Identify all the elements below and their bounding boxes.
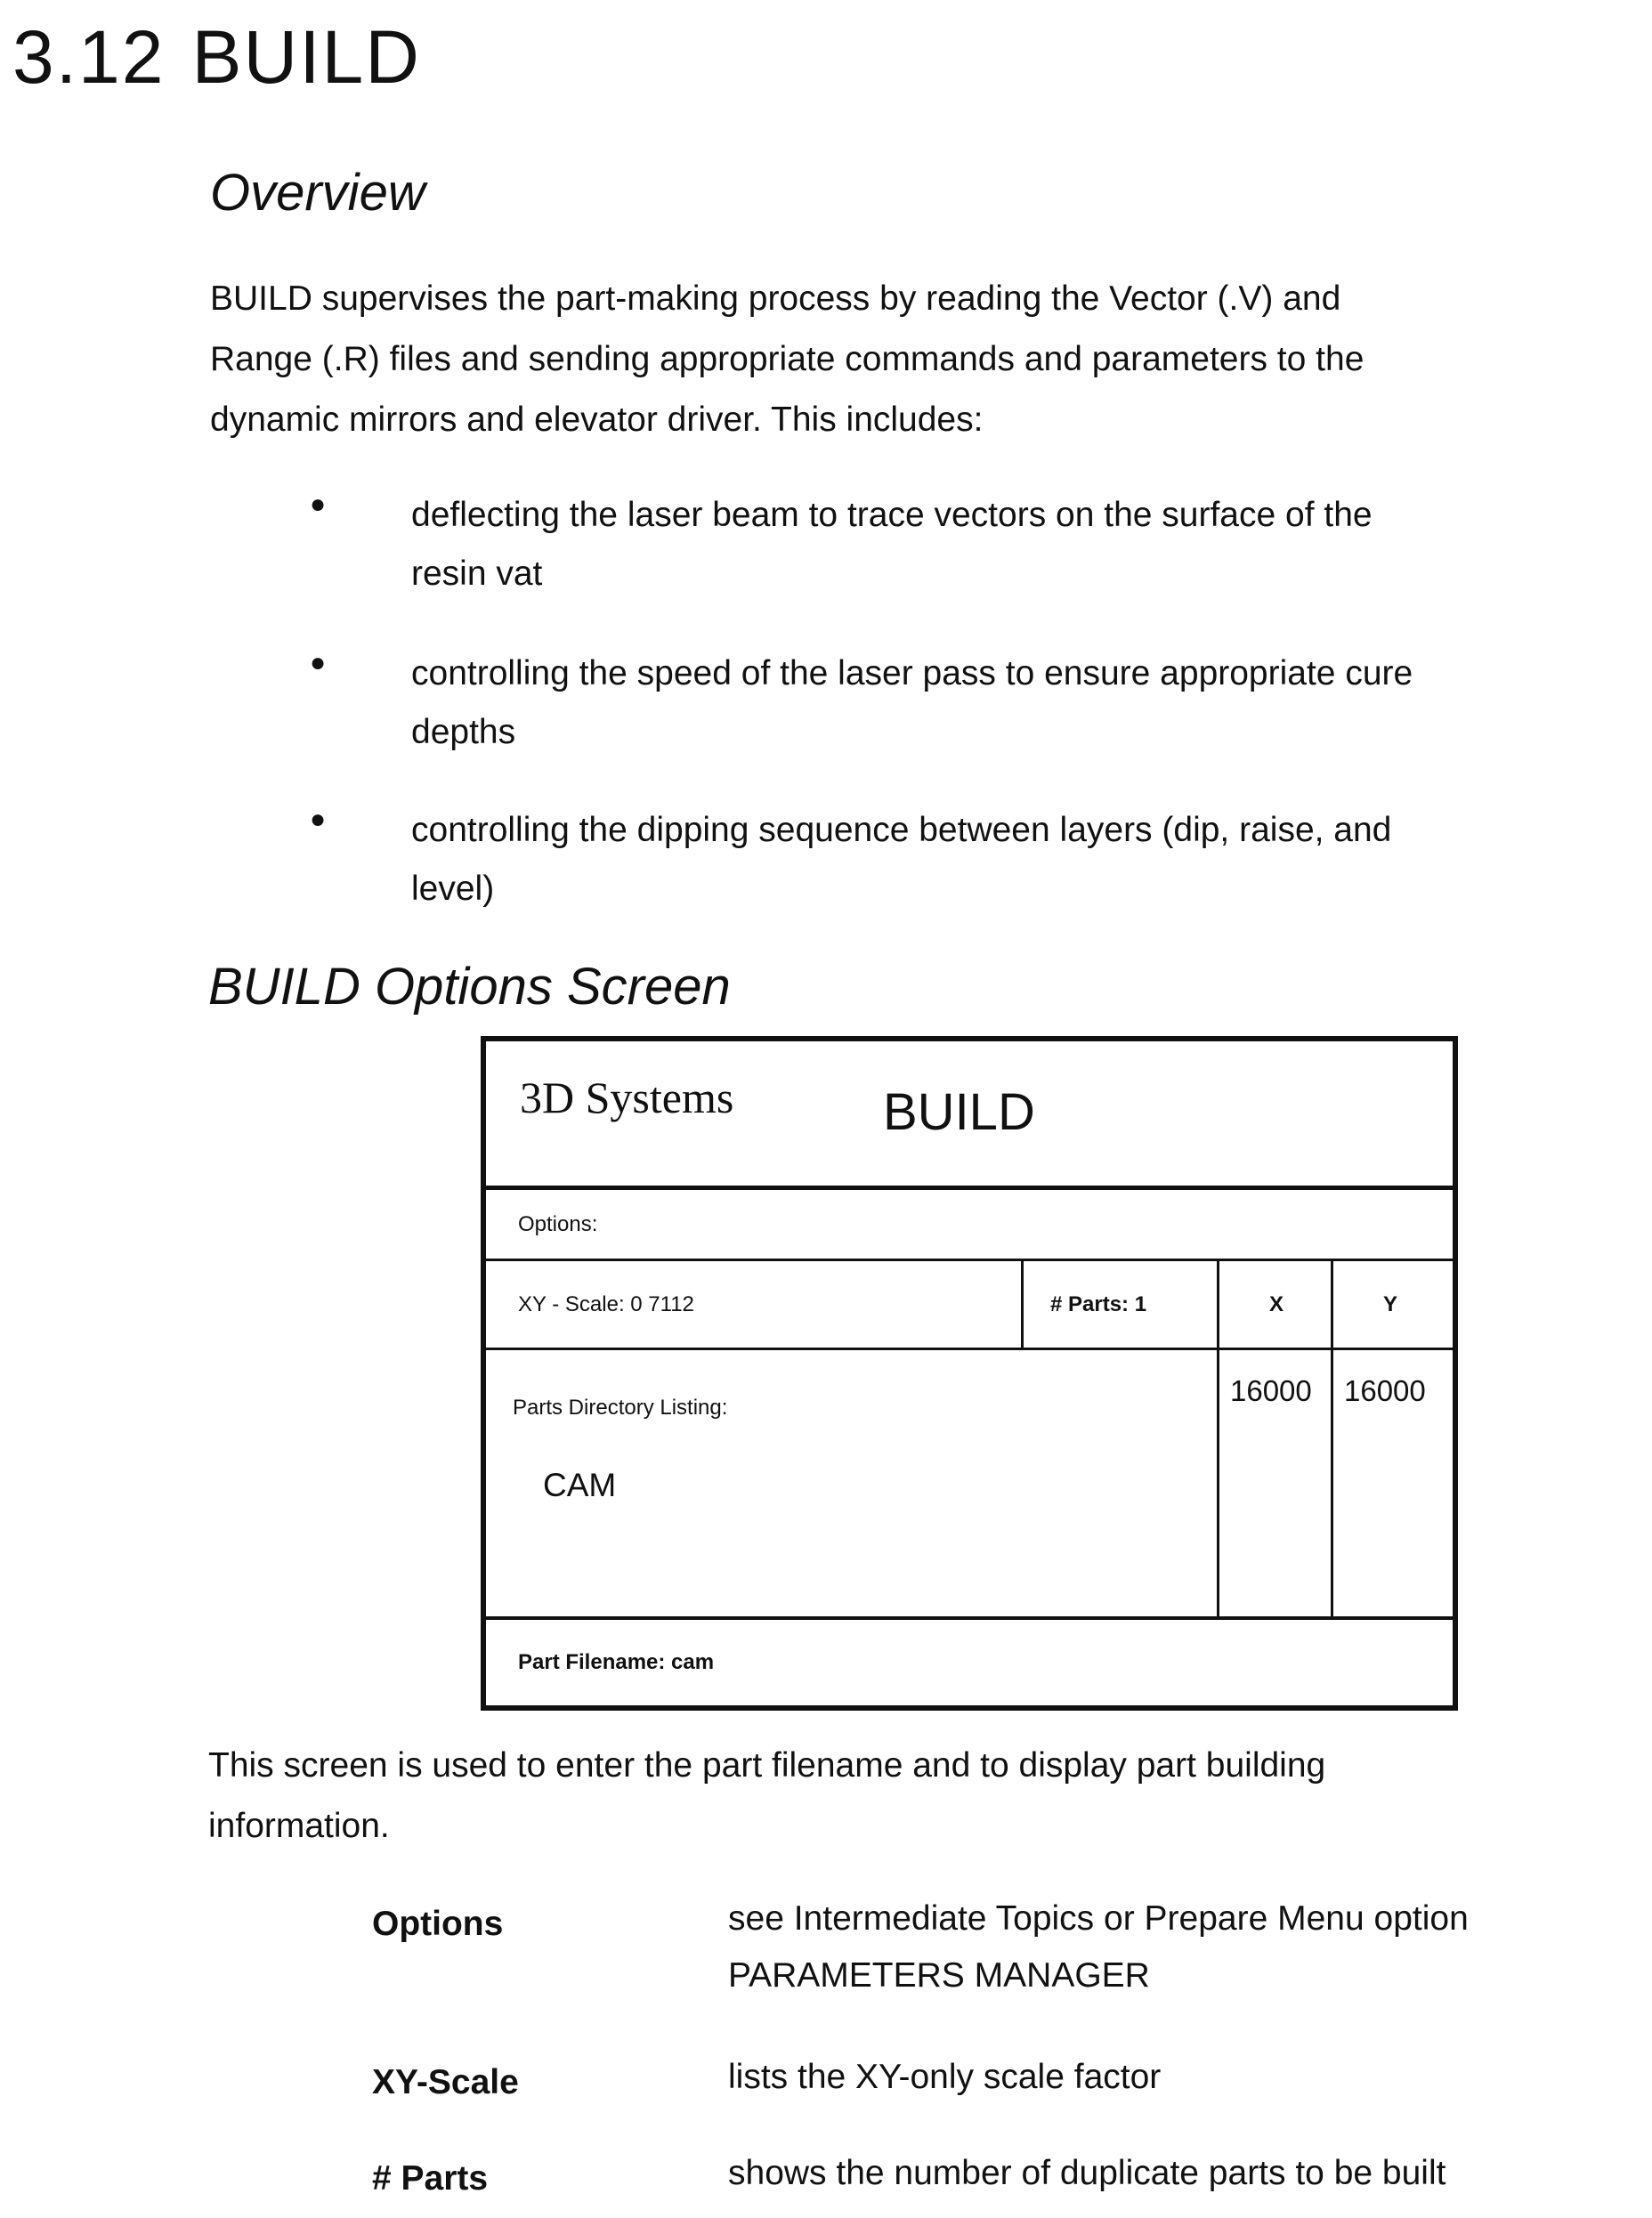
definition-line: see Intermediate Topics or Prepare Menu option [728,1890,1627,1947]
screen-description [208,1736,1615,1857]
overview-line: Range (.R) files and sending appropriate commands and parameters to the [210,329,1599,390]
brand-label: 3D Systems [520,1072,733,1123]
directory-item[interactable]: CAM [543,1467,616,1504]
definition-description [728,2145,1627,2202]
divider [486,1186,1453,1190]
directory-listing-label: Parts Directory Listing: [513,1396,727,1421]
section-title [12,20,421,94]
definition-description [728,2049,1627,2106]
bullet-line: depths [411,703,1622,762]
bullet-line: controlling the dipping sequence between layers (dip, raise, and [411,801,1622,860]
divider [486,1348,1453,1350]
bullet-dot: ● [310,806,326,833]
section-number: 3.12 [12,15,166,99]
definition-line: PARAMETERS MANAGER [728,1947,1627,2004]
divider [1217,1259,1219,1619]
build-options-screen [481,1036,1458,1711]
part-filename-field[interactable]: Part Filename: cam [518,1650,714,1675]
divider [486,1259,1453,1261]
x-column-header: X [1269,1292,1284,1317]
bullet-line: level) [411,860,1622,919]
bullet-dot: ● [310,491,326,518]
bullet-item [411,486,1622,603]
overview-line: dynamic mirrors and elevator driver. This includes: [210,390,1599,450]
bullet-dot: ● [310,650,326,676]
definition-term: # Parts [372,2159,488,2198]
options-label: Options: [518,1212,597,1237]
bullet-line: resin vat [411,545,1622,603]
x-value: 16000 [1230,1374,1312,1408]
y-value: 16000 [1344,1374,1426,1408]
bullet-line: deflecting the laser beam to trace vectors on the surface of the [411,486,1622,545]
bullet-item [411,801,1622,919]
divider [1331,1259,1333,1619]
overview-line: BUILD supervises the part-making process by reading the Vector (.V) and [210,269,1599,329]
screen-title: BUILD [883,1082,1035,1142]
overview-paragraph [210,269,1599,450]
bullet-line: controlling the speed of the laser pass to ensure appropriate cure [411,644,1622,703]
definition-description [728,1890,1627,2004]
overview-heading: Overview [210,167,425,219]
definition-line: shows the number of duplicate parts to be built [728,2145,1627,2202]
options-screen-heading: BUILD Options Screen [208,961,731,1013]
description-line: This screen is used to enter the part filename and to display part building [208,1736,1615,1796]
definition-line: lists the XY-only scale factor [728,2049,1627,2106]
bullet-item [411,644,1622,762]
parts-count-field: # Parts: 1 [1050,1292,1146,1317]
section-name: BUILD [192,15,421,99]
divider [1021,1259,1024,1350]
divider [486,1616,1453,1620]
xy-scale-field: XY - Scale: 0 7112 [518,1292,694,1317]
y-column-header: Y [1383,1292,1397,1317]
definition-term: XY-Scale [372,2063,519,2102]
definition-term: Options [372,1905,503,1944]
description-line: information. [208,1796,1615,1857]
